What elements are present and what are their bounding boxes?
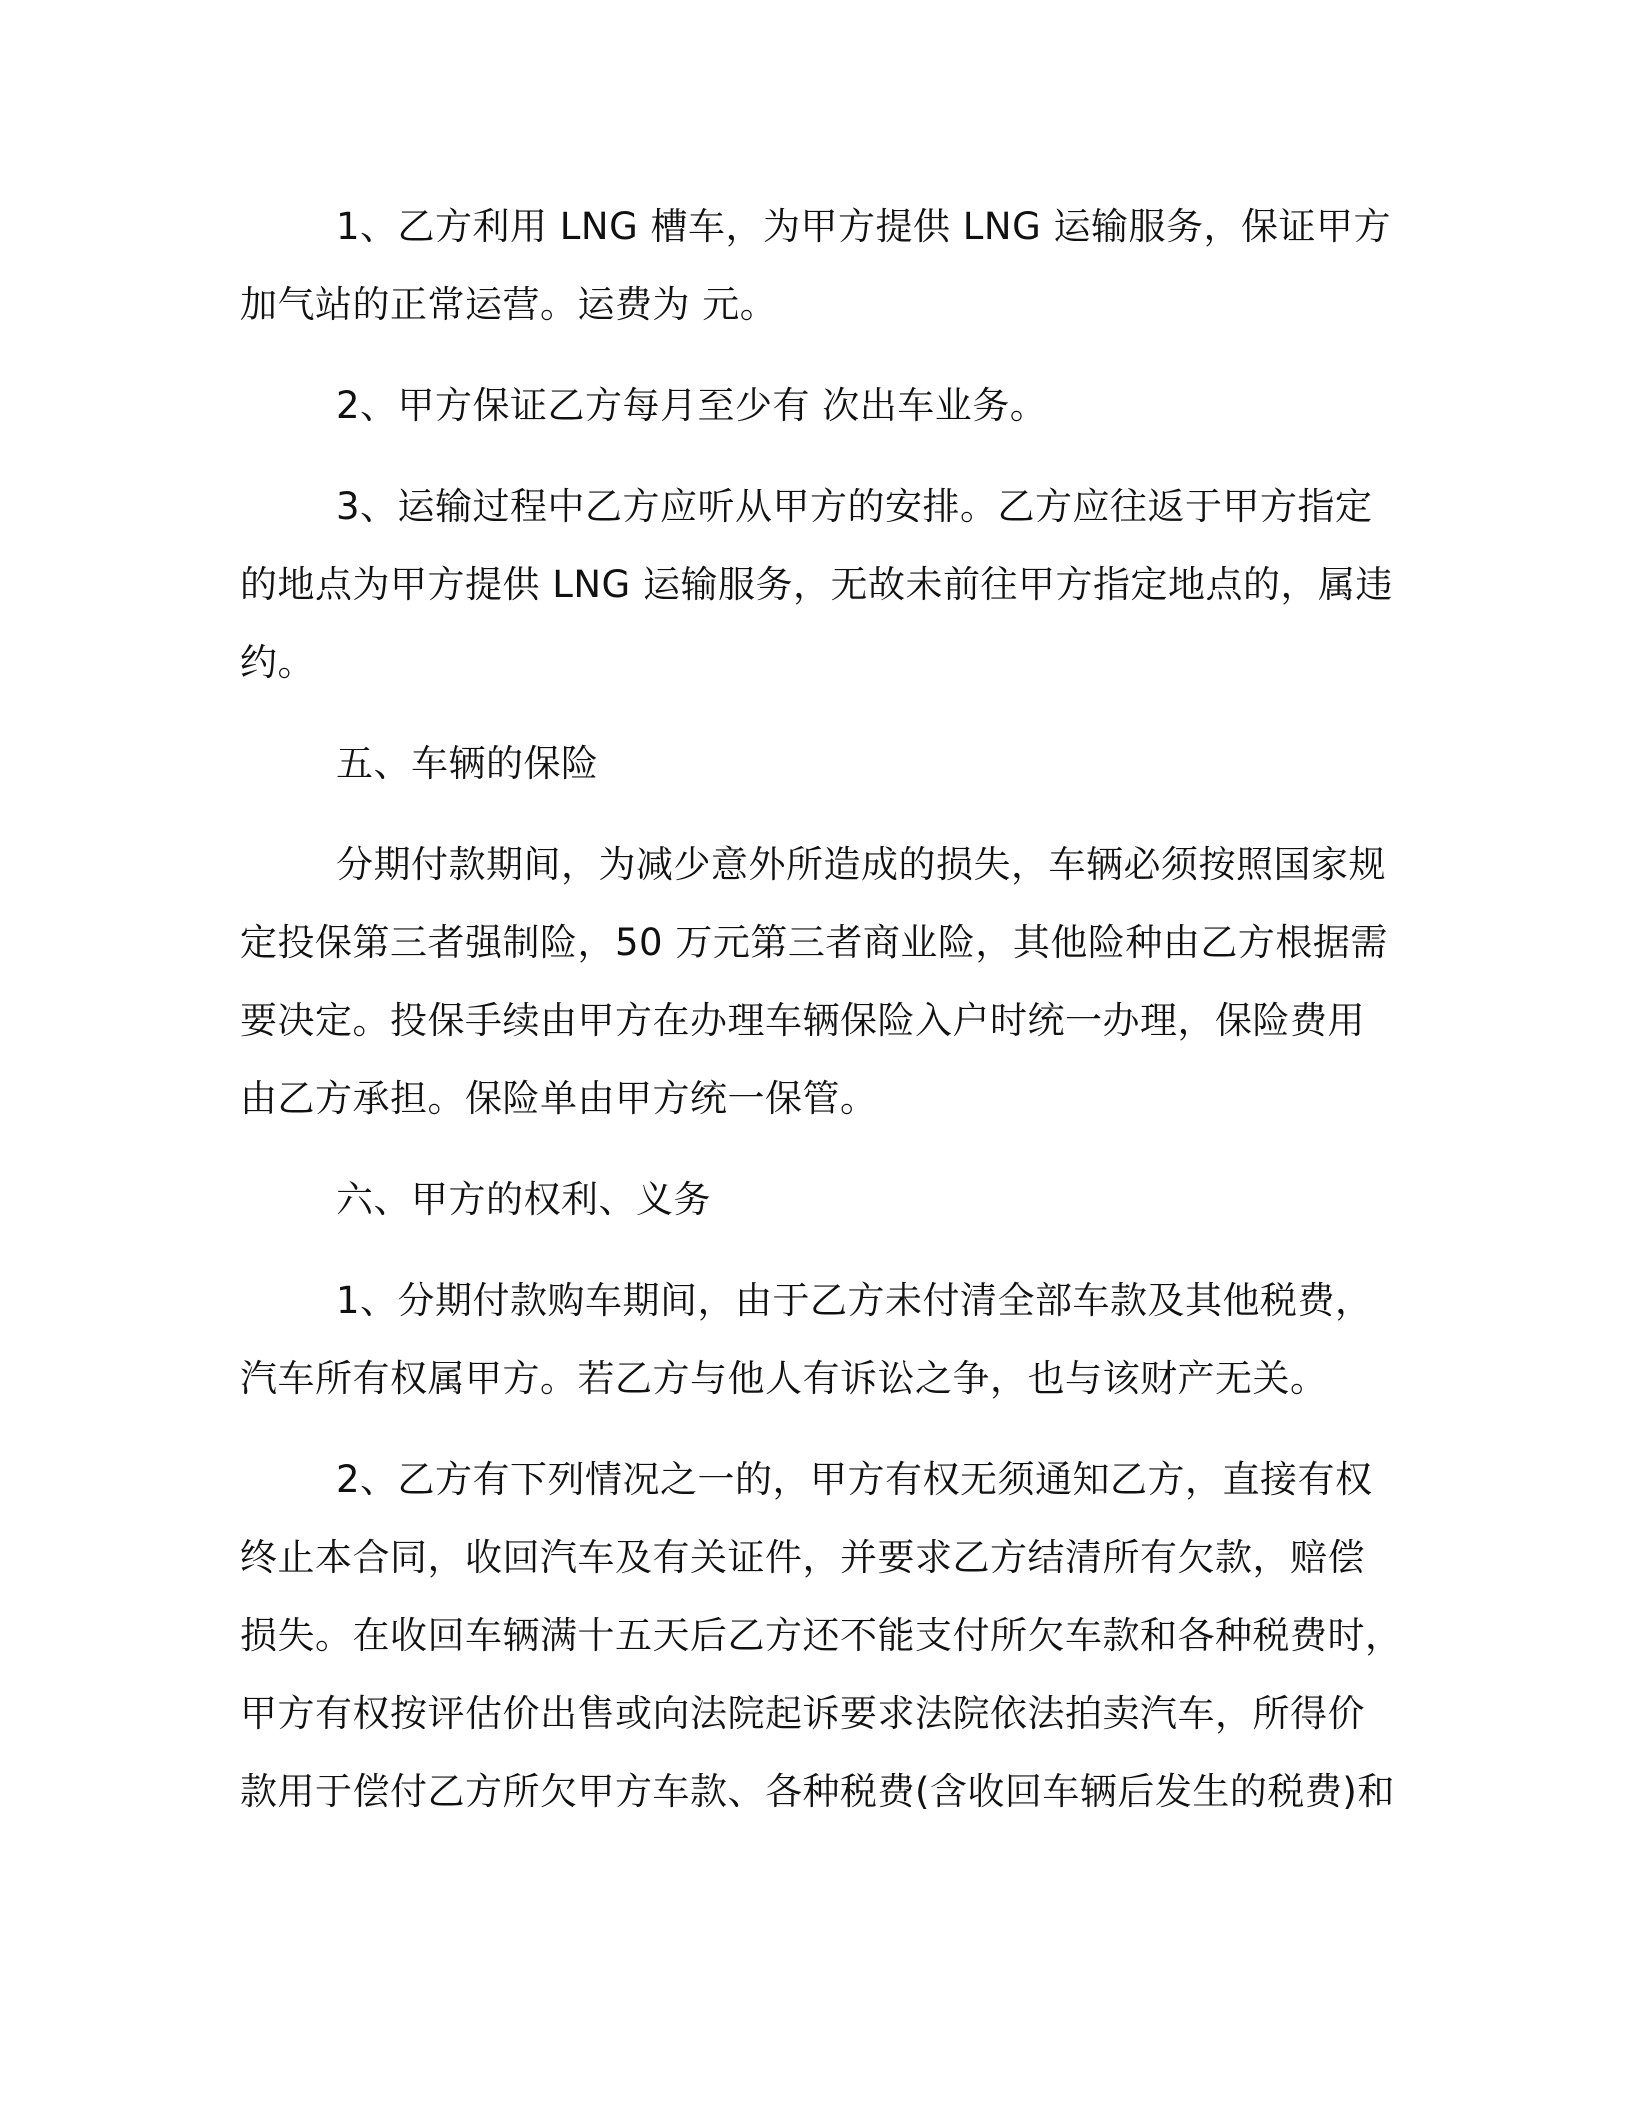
paragraph-insurance (240, 826, 1390, 1138)
text-line: 汽车所有权属甲方。若乙方与他人有诉讼之争，也与该财产无关。 (240, 1357, 1328, 1400)
text-line: 2、乙方有下列情况之一的，甲方有权无须通知乙方，直接有权 (336, 1458, 1373, 1501)
text-line: 要决定。投保手续由甲方在办理车辆保险入户时统一办理，保险费用 (240, 999, 1365, 1042)
text-line: 加气站的正常运营。运费为 元。 (240, 283, 778, 326)
document-body (240, 188, 1403, 1831)
text-line: 3、运输过程中乙方应听从甲方的安排。乙方应往返于甲方指定 (336, 485, 1373, 528)
text-line: 终止本合同，收回汽车及有关证件，并要求乙方结清所有欠款，赔偿 (240, 1536, 1365, 1579)
text-line: 的地点为甲方提供 LNG 运输服务，无故未前往甲方指定地点的，属违 (240, 563, 1393, 606)
heading-text: 五、车辆的保险 (336, 742, 599, 785)
text-line: 损失。在收回车辆满十五天后乙方还不能支付所欠车款和各种税费时， (240, 1614, 1403, 1657)
text-line: 1、分期付款购车期间，由于乙方未付清全部车款及其他税费， (336, 1279, 1373, 1322)
text-line: 定投保第三者强制险，50 万元第三者商业险，其他险种由乙方根据需 (240, 921, 1388, 964)
paragraph-termination (240, 1441, 1403, 1831)
text-line: 分期付款期间，为减少意外所造成的损失，车辆必须按照国家规 (336, 843, 1386, 886)
text-line: 约。 (240, 641, 315, 684)
section-heading-insurance (240, 725, 1390, 803)
text-line: 款用于偿付乙方所欠甲方车款、各种税费(含收回车辆后发生的税费)和 (240, 1770, 1395, 1813)
text-line: 1、乙方利用 LNG 槽车，为甲方提供 LNG 运输服务，保证甲方 (336, 205, 1392, 248)
heading-text: 六、甲方的权利、义务 (336, 1178, 711, 1221)
section-heading-party-a-rights (240, 1161, 1390, 1239)
paragraph-transport-service (240, 188, 1390, 344)
text-line: 由乙方承担。保险单由甲方统一保管。 (240, 1077, 878, 1120)
text-line: 2、甲方保证乙方每月至少有 次出车业务。 (336, 384, 1048, 427)
paragraph-ownership (240, 1262, 1390, 1418)
paragraph-monthly-trips (240, 367, 1390, 445)
paragraph-transport-arrangement (240, 468, 1393, 702)
text-line: 甲方有权按评估价出售或向法院起诉要求法院依法拍卖汽车，所得价 (240, 1692, 1365, 1735)
